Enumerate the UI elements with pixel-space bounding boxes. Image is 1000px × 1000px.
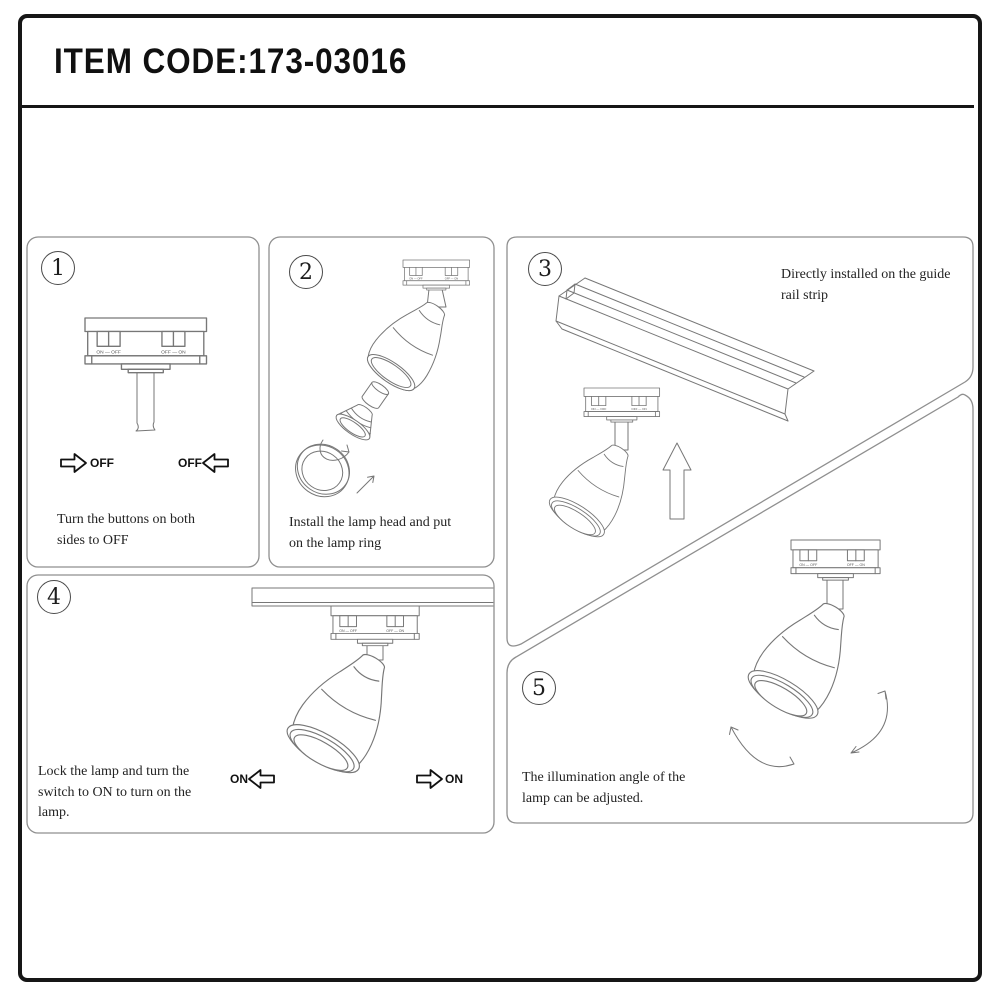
panel-5-caption [522, 768, 685, 809]
panel-2-drawing [282, 260, 469, 509]
up-arrow-icon [663, 443, 691, 519]
track-bar-drawing [252, 588, 493, 606]
track-adapter-drawing [85, 318, 207, 373]
lamp-head-drawing [741, 587, 869, 728]
caption-line: Lock the lamp and turn the [38, 764, 190, 779]
page-title: ITEM CODE:173-03016 [54, 42, 408, 81]
track-adapter-drawing [403, 260, 470, 290]
caption-line: lamp. [38, 805, 70, 820]
track-adapter-drawing [584, 388, 660, 422]
adapter-stem-drawing [136, 372, 155, 431]
panel-4-caption [38, 762, 191, 824]
panel-5-outline [507, 394, 973, 823]
lamp-ring-drawing [285, 434, 359, 507]
panel-1-drawing [61, 318, 228, 472]
step-2-number: 2 [289, 255, 323, 289]
panel-2-caption [289, 513, 451, 554]
caption-line: Turn the buttons on both [57, 512, 195, 527]
panel-3-note [781, 265, 951, 306]
off-label-left: OFF [90, 456, 114, 470]
track-adapter-drawing [331, 606, 419, 646]
assembly-direction-arrow-icon [357, 476, 374, 493]
caption-line: sides to OFF [57, 532, 129, 548]
caption-line: lamp can be adjusted. [522, 790, 644, 806]
note-line: rail strip [781, 287, 829, 303]
lamp-socket-drawing [360, 380, 390, 411]
on-arrow-right-icon [417, 770, 442, 788]
track-adapter-drawing [791, 540, 880, 580]
off-arrow-left-icon [203, 454, 228, 472]
rotation-arrow-right-icon [851, 691, 887, 753]
off-label-right: OFF [178, 456, 202, 470]
panel-4-drawing [249, 588, 493, 788]
on-label-left: ON [230, 772, 248, 786]
off-arrow-right-icon [61, 454, 86, 472]
caption-line: switch to ON to turn on the [38, 784, 192, 800]
panel-1-caption [57, 510, 195, 551]
panel-5-drawing [730, 540, 888, 767]
step-4-number: 4 [37, 580, 71, 614]
note-line: Directly installed on the guide [781, 267, 951, 282]
lamp-head-drawing [544, 431, 649, 544]
panel-3-drawing [544, 278, 814, 544]
on-arrow-left-icon [249, 770, 274, 788]
on-label-right: ON [445, 772, 463, 786]
diagram-canvas: ON — OFF OFF — ON [0, 0, 1000, 1000]
rotation-arrow-left-icon [730, 727, 795, 767]
lamp-head-drawing [280, 638, 411, 783]
step-1-number: 1 [41, 251, 75, 285]
caption-line: on the lamp ring [289, 535, 382, 551]
step-3-number: 3 [528, 252, 562, 286]
step-5-number: 5 [522, 671, 556, 705]
caption-line: Install the lamp head and put [289, 515, 452, 530]
caption-line: The illumination angle of the [522, 770, 686, 785]
